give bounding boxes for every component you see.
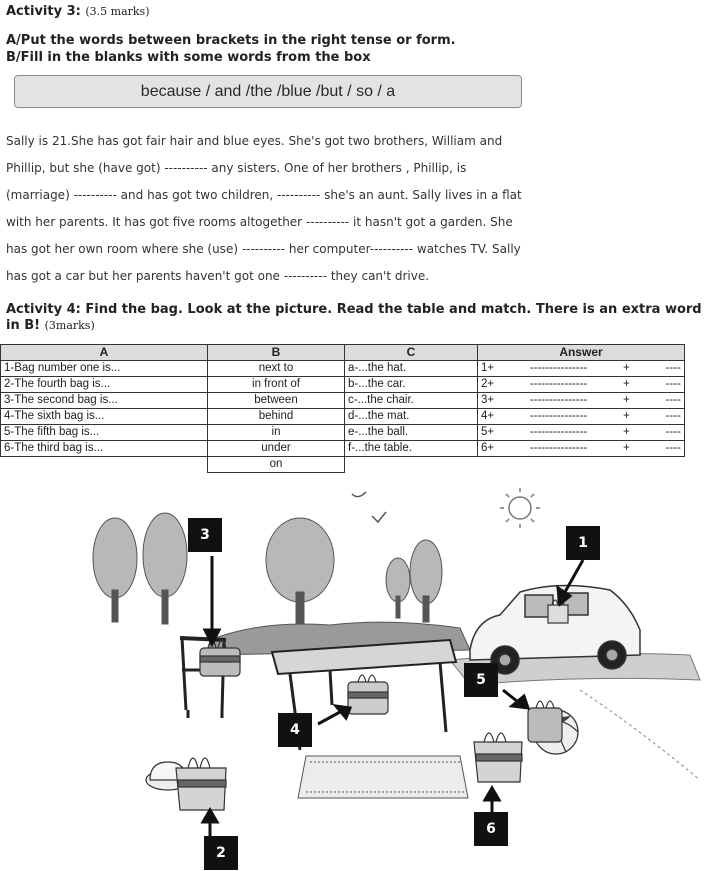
passage [6, 128, 656, 290]
answer-plus: + [623, 362, 630, 374]
answer-number: 5+ [481, 426, 495, 438]
passage-line: Phillip, but she (have got) ---------- any sisters. One of her brothers , Phillip, is [6, 161, 467, 175]
cell-c: d-...the mat. [345, 409, 478, 425]
answer-number: 3+ [481, 394, 495, 406]
activity3-heading: Activity 3: [6, 4, 81, 19]
cell-b: under [208, 441, 345, 457]
answer-cell[interactable] [478, 361, 685, 377]
answer-blank: ---- [665, 394, 681, 406]
answer-blank: --------------- [529, 426, 588, 438]
table-row [1, 361, 685, 377]
label-bag-1: 1 [566, 526, 600, 560]
bird-icon [352, 492, 366, 497]
header-c: C [345, 345, 478, 361]
activity4-heading: Activity 4: Find the bag. Look at the picture. Read the table and match. There is an extra word in B! [6, 302, 702, 333]
instruction-b: B/Fill in the blanks with some words from the box [6, 50, 371, 65]
answer-cell[interactable] [478, 441, 685, 457]
activity4-title [6, 302, 706, 334]
activity3-title [6, 4, 150, 19]
header-a: A [1, 345, 208, 361]
word-box: because / and /the /blue /but / so / a [14, 75, 522, 108]
passage-line: has got a car but her parents haven't got one ---------- they can't drive. [6, 269, 430, 283]
cell-b: in front of [208, 377, 345, 393]
passage-line: (marriage) ---------- and has got two children, ---------- she's an aunt. Sally lives in a flat [6, 188, 522, 202]
instruction-a: A/Put the words between brackets in the right tense or form. [6, 33, 456, 48]
bag-6 [474, 733, 522, 782]
table-row [1, 377, 685, 393]
answer-cell[interactable] [478, 409, 685, 425]
label-bag-5: 5 [464, 663, 498, 697]
cell-b: behind [208, 409, 345, 425]
matching-table [0, 344, 685, 473]
header-b: B [208, 345, 345, 361]
answer-blank: --------------- [529, 394, 588, 406]
answer-blank: --------------- [529, 410, 588, 422]
mat [298, 756, 468, 798]
answer-number: 1+ [481, 362, 495, 374]
answer-plus: + [623, 426, 630, 438]
cell-b: in [208, 425, 345, 441]
bag-2 [176, 758, 226, 810]
passage-line: with her parents. It has got five rooms altogether ---------- it hasn't got a garden. She [6, 215, 513, 229]
cell-a: 1-Bag number one is... [1, 361, 208, 377]
table-row [1, 409, 685, 425]
answer-blank: --------------- [529, 362, 588, 374]
label-bag-3: 3 [188, 518, 222, 552]
table-extra-row [1, 457, 685, 473]
cell-c: f-...the table. [345, 441, 478, 457]
table-row [1, 441, 685, 457]
label-bag-4: 4 [278, 713, 312, 747]
table-row [1, 425, 685, 441]
cell-a: 4-The sixth bag is... [1, 409, 208, 425]
cell-b-extra: on [208, 457, 345, 473]
label-bag-2: 2 [204, 836, 238, 870]
cell-c: b-...the car. [345, 377, 478, 393]
cell-c: e-...the ball. [345, 425, 478, 441]
cell-c: a-...the hat. [345, 361, 478, 377]
answer-blank: ---- [665, 442, 681, 454]
table-header-row [1, 345, 685, 361]
activity4-marks: (3marks) [44, 319, 95, 332]
answer-blank: ---- [665, 362, 681, 374]
cell-b: next to [208, 361, 345, 377]
answer-number: 2+ [481, 378, 495, 390]
cell-a: 3-The second bag is... [1, 393, 208, 409]
answer-plus: + [623, 394, 630, 406]
answer-plus: + [623, 442, 630, 454]
cell-c: c-...the chair. [345, 393, 478, 409]
answer-number: 4+ [481, 410, 495, 422]
answer-blank: --------------- [529, 378, 588, 390]
answer-blank: ---- [665, 426, 681, 438]
passage-line: Sally is 21.She has got fair hair and blue eyes. She's got two brothers, William and [6, 134, 503, 148]
answer-plus: + [623, 378, 630, 390]
bird-icon [372, 512, 386, 522]
header-answer: Answer [478, 345, 685, 361]
trees [93, 513, 442, 626]
cell-a: 6-The third bag is... [1, 441, 208, 457]
cell-b: between [208, 393, 345, 409]
cell-a: 5-The fifth bag is... [1, 425, 208, 441]
answer-number: 6+ [481, 442, 495, 454]
answer-plus: + [623, 410, 630, 422]
cell-a: 2-The fourth bag is... [1, 377, 208, 393]
bag-4 [348, 675, 388, 714]
park-scene-illustration [0, 480, 720, 871]
answer-blank: ---- [665, 378, 681, 390]
answer-blank: --------------- [529, 442, 588, 454]
answer-cell[interactable] [478, 425, 685, 441]
answer-cell[interactable] [478, 393, 685, 409]
bag-5 [528, 701, 562, 742]
answer-cell[interactable] [478, 377, 685, 393]
label-bag-6: 6 [474, 812, 508, 846]
passage-line: has got her own room where she (use) ---------- her computer---------- watches TV. Sally [6, 242, 521, 256]
sun-icon [500, 488, 540, 528]
path-line [580, 690, 700, 780]
answer-blank: ---- [665, 410, 681, 422]
activity3-marks: (3.5 marks) [85, 5, 150, 18]
table-row [1, 393, 685, 409]
